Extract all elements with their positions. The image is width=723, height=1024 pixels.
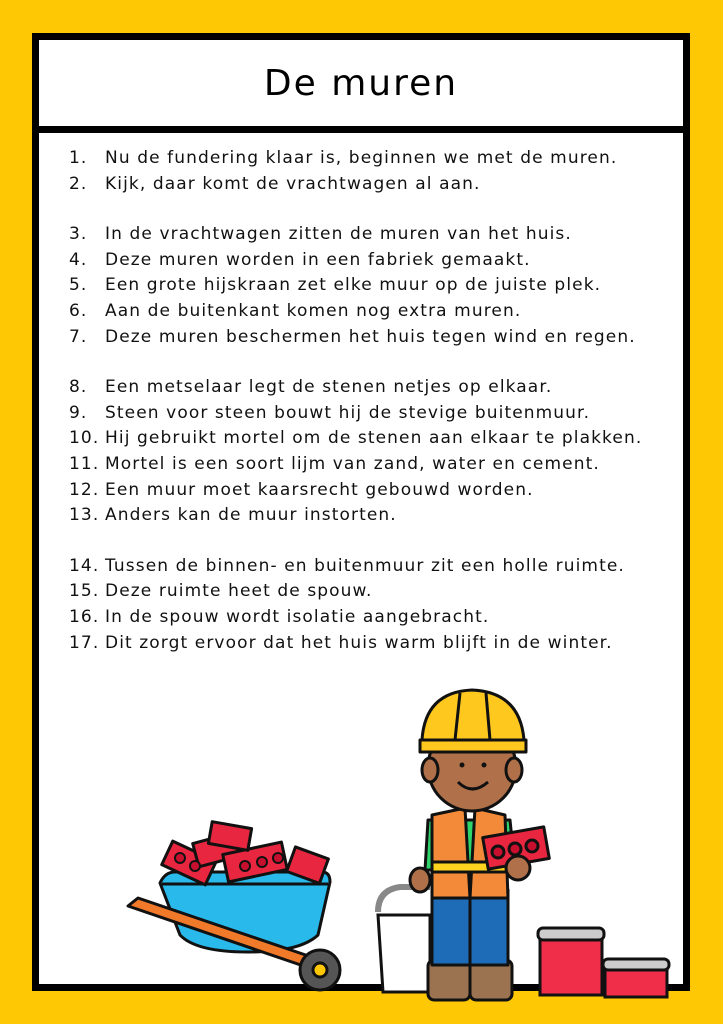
- line-text: Een metselaar legt de stenen netjes op elkaar.: [105, 377, 553, 398]
- sentence-line: [69, 452, 663, 478]
- line-text: Anders kan de muur instorten.: [105, 505, 397, 526]
- sentence-list: [69, 146, 663, 681]
- sentence-line: [69, 222, 663, 248]
- line-number: 6.: [69, 300, 88, 321]
- sentence-line: [69, 146, 663, 172]
- line-number: 1.: [69, 148, 88, 168]
- sentence-line: [69, 503, 663, 529]
- line-number: 13.: [69, 505, 100, 526]
- sentence-line: [69, 375, 663, 401]
- line-text: Een grote hijskraan zet elke muur op de juiste plek.: [105, 275, 602, 296]
- sentence-group: [69, 375, 663, 529]
- sentence-line: [69, 605, 663, 631]
- line-text: Dit zorgt ervoor dat het huis warm blijft in de winter.: [105, 632, 613, 653]
- sentence-line: [69, 631, 663, 657]
- line-text: Deze muren beschermen het huis tegen wind en regen.: [105, 326, 636, 347]
- sentence-line: [69, 299, 663, 325]
- sentence-line: [69, 426, 663, 452]
- line-text: Tussen de binnen- en buitenmuur zit een holle ruimte.: [105, 555, 625, 576]
- line-number: 9.: [69, 402, 88, 423]
- line-number: 12.: [69, 479, 100, 500]
- line-text: In de spouw wordt isolatie aangebracht.: [105, 606, 490, 627]
- line-text: Een muur moet kaarsrecht gebouwd worden.: [105, 479, 534, 500]
- line-text: Deze ruimte heet de spouw.: [105, 581, 373, 602]
- line-text: Mortel is een soort lijm van zand, water en cement.: [105, 453, 600, 474]
- line-number: 3.: [69, 224, 88, 245]
- line-number: 2.: [69, 173, 88, 194]
- sentence-line: [69, 579, 663, 605]
- sentence-line: [69, 401, 663, 427]
- sentence-group: [69, 222, 663, 350]
- line-text: Kijk, daar komt de vrachtwagen al aan.: [105, 173, 481, 194]
- line-number: 14.: [69, 555, 100, 576]
- sentence-line: [69, 478, 663, 504]
- sentence-line: [69, 554, 663, 580]
- line-number: 16.: [69, 606, 100, 627]
- page-title: De muren: [263, 62, 459, 104]
- sentence-line: [69, 273, 663, 299]
- sentence-group: [69, 554, 663, 656]
- line-number: 17.: [69, 632, 100, 653]
- line-number: 4.: [69, 249, 88, 270]
- title-bar: [39, 40, 683, 133]
- line-text: Hij gebruikt mortel om de stenen aan elkaar te plakken.: [105, 428, 643, 449]
- line-number: 15.: [69, 581, 100, 602]
- line-text: Deze muren worden in een fabriek gemaakt.: [105, 249, 531, 270]
- sentence-line: [69, 248, 663, 274]
- line-number: 10.: [69, 428, 100, 449]
- line-text: Nu de fundering klaar is, beginnen we met de muren.: [105, 148, 618, 168]
- line-text: In de vrachtwagen zitten de muren van het huis.: [105, 224, 572, 245]
- line-number: 8.: [69, 377, 88, 398]
- sentence-line: [69, 172, 663, 198]
- line-number: 7.: [69, 326, 88, 347]
- line-text: Steen voor steen bouwt hij de stevige buitenmuur.: [105, 402, 591, 423]
- sentence-line: [69, 325, 663, 351]
- line-number: 11.: [69, 453, 100, 474]
- line-text: Aan de buitenkant komen nog extra muren.: [105, 300, 522, 321]
- line-number: 5.: [69, 275, 88, 296]
- page-frame: [32, 33, 690, 991]
- sentence-group: [69, 146, 663, 197]
